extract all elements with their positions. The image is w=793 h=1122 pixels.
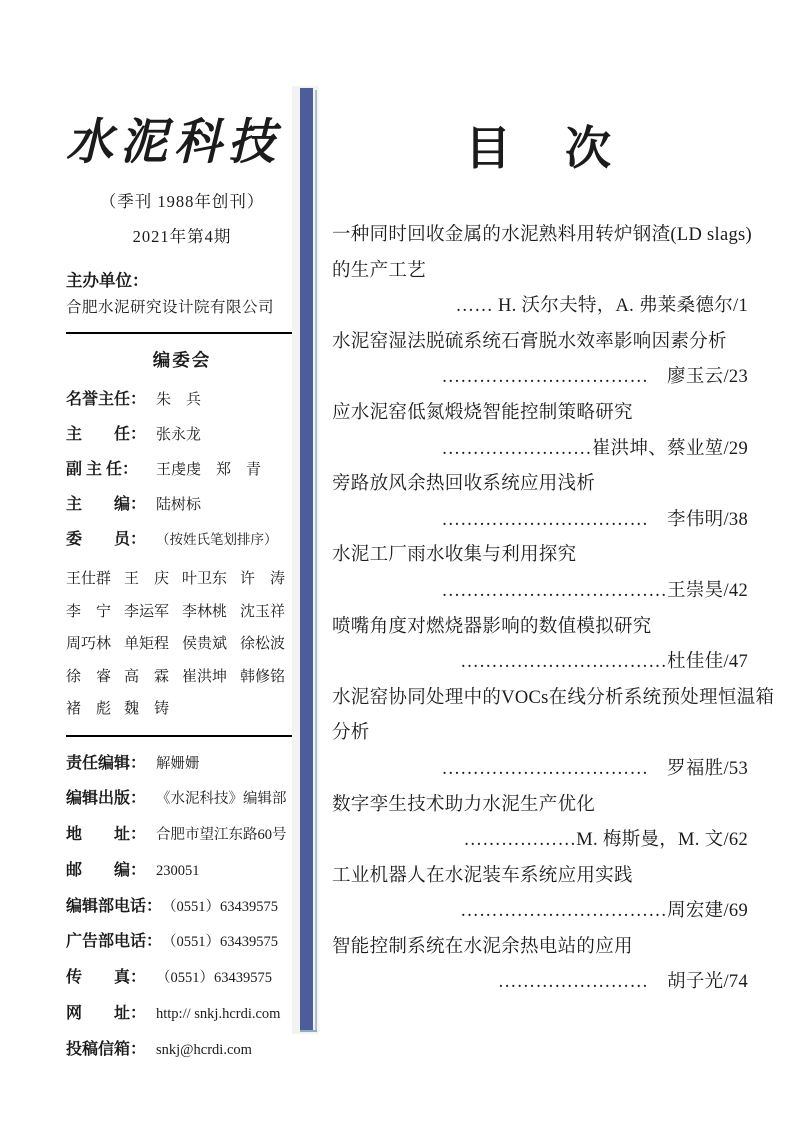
committee-members: [66, 563, 298, 726]
contents-entry: [332, 610, 748, 681]
committee-role-row: [66, 522, 298, 557]
article-title: 水泥窑协同处理中的VOCs在线分析系统预处理恒温箱 分析: [332, 687, 775, 744]
publishing-info: [66, 746, 298, 1068]
vertical-divider: [292, 86, 319, 1034]
publishing-label: 广告部电话：: [66, 933, 163, 951]
publishing-info-row: [66, 996, 298, 1032]
publishing-value: 解姗姗: [156, 755, 200, 772]
committee-role-row: [66, 487, 298, 522]
committee-member-name: 沈玉祥: [240, 603, 286, 620]
article-title: 应水泥窑低氮煅烧智能控制策略研究: [332, 402, 633, 423]
divider-rule-bottom: [66, 735, 298, 737]
article-author-page: ………………M. 梅斯曼，M. 文/62: [463, 830, 748, 851]
committee-member-name: 李林桃: [182, 603, 228, 620]
committee-role-row: [66, 452, 298, 487]
committee-member-name: 王 庆: [124, 571, 170, 587]
committee-member-name: 韩修铭: [240, 668, 286, 685]
committee-member-name: 许 涛: [240, 571, 286, 587]
contents-entry: [332, 218, 753, 325]
article-title: 工业机器人在水泥装车系统应用实践: [332, 865, 633, 886]
role-value: 朱 兵: [156, 392, 202, 408]
role-value: 张永龙: [156, 427, 202, 443]
article-title: 喷嘴角度对燃烧器影响的数值模拟研究: [332, 616, 652, 637]
contents-list: [332, 218, 775, 1001]
publishing-info-row: [66, 781, 298, 817]
publishing-info-row: [66, 1032, 298, 1068]
publishing-label: 网 址：: [66, 1005, 147, 1023]
publishing-value: 《水泥科技》编辑部: [156, 791, 287, 808]
committee-member-name: 王仕群: [66, 571, 112, 587]
role-value: （按姓氏笔划排序）: [156, 532, 278, 547]
committee-roles: [66, 382, 298, 557]
committee-member-name: 叶卫东: [182, 571, 228, 587]
committee-member-name: 魏 铸: [124, 701, 170, 717]
edition-note: （季刊 1988年创刊）: [99, 192, 265, 211]
committee-member-name: 李运军: [124, 603, 170, 620]
role-label: 主 任：: [66, 426, 147, 443]
publishing-label: 编辑出版：: [66, 790, 147, 808]
article-title: 智能控制系统在水泥余热电站的应用: [332, 936, 633, 957]
publishing-label: 责任编辑：: [66, 754, 147, 772]
publishing-value: （0551）63439575: [162, 898, 279, 915]
article-author-page: …………………………… 罗福胜/53: [441, 758, 748, 779]
publishing-value: 合肥市望江东路60号: [156, 827, 287, 844]
committee-role-row: [66, 382, 298, 417]
role-label: 副 主 任：: [66, 461, 139, 478]
publishing-label: 编辑部电话：: [66, 897, 163, 915]
article-author-page: ………………………………王崇昊/42: [441, 580, 748, 601]
publishing-info-row: [66, 924, 298, 960]
contents-entry: [332, 788, 748, 859]
contents-column: [332, 118, 775, 1001]
publishing-info-row: [66, 817, 298, 853]
article-author-page: …… H. 沃尔夫特，A. 弗莱桑德尔/1: [455, 296, 748, 317]
article-author-page: ……………………………周宏建/69: [460, 901, 748, 922]
article-author-page: …………………… 胡子光/74: [497, 972, 748, 993]
contents-entry: [332, 538, 748, 609]
divider-accent-line: [315, 90, 317, 1032]
committee-member-name: 周巧林: [66, 636, 112, 652]
publishing-value: （0551）63439575: [156, 970, 272, 987]
article-title: 水泥窑湿法脱硫系统石膏脱水效率影响因素分析: [332, 331, 727, 352]
publishing-info-row: [66, 960, 298, 996]
publishing-label: 地 址：: [66, 826, 147, 844]
sponsor-block: [66, 267, 298, 321]
article-author-page: …………………………… 李伟明/38: [441, 509, 748, 530]
publishing-info-row: [66, 853, 298, 889]
committee-member-name: 崔洪坤: [182, 668, 228, 685]
committee-member-name: 徐松波: [240, 636, 286, 652]
publishing-label: 投稿信箱：: [66, 1040, 147, 1058]
publishing-label: 传 真：: [66, 969, 147, 987]
role-label: 委 员：: [66, 531, 147, 548]
divider-blue-bar: [300, 88, 313, 1030]
committee-member-name: 徐 睿: [66, 668, 112, 685]
journal-title: 水泥科技: [66, 115, 282, 171]
publishing-value: snkj@hcrdi.com: [156, 1041, 252, 1058]
publishing-info-row: [66, 746, 298, 782]
article-title: 一种同时回收金属的水泥熟料用转炉钢渣(LD slags) 的生产工艺: [332, 225, 753, 281]
committee-member-name: 单矩程: [124, 636, 170, 652]
committee-member-name: 高 霖: [124, 668, 170, 685]
contents-entry: [332, 467, 748, 538]
article-author-page: …………………………… 廖玉云/23: [441, 367, 748, 388]
divider-rule-top: [66, 332, 298, 334]
publishing-info-row: [66, 889, 298, 925]
committee-heading: 编委会: [152, 350, 212, 370]
committee-member-name: 李 宁: [66, 603, 112, 620]
role-value: 陆树标: [156, 497, 202, 513]
publishing-value: 230051: [156, 862, 200, 879]
left-column: [66, 108, 298, 1068]
publishing-value: （0551）63439575: [162, 934, 279, 951]
committee-member-name: 侯贵斌: [182, 636, 228, 652]
contents-entry: [332, 681, 775, 788]
article-author-page: ……………………………杜佳佳/47: [460, 652, 748, 673]
contents-entry: [332, 325, 748, 396]
publishing-label: 邮 编：: [66, 861, 147, 879]
article-title: 水泥工厂雨水收集与利用探究: [332, 545, 577, 566]
role-label: 名誉主任：: [66, 391, 147, 408]
role-label: 主 编：: [66, 496, 147, 513]
publishing-value: http:// snkj.hcrdi.com: [156, 1006, 281, 1023]
role-value: 王虔虔 郑 青: [156, 462, 262, 478]
contents-entry: [332, 859, 748, 930]
contents-entry: [332, 930, 748, 1001]
sponsor-name: 合肥水泥研究设计院有限公司: [66, 299, 275, 316]
sponsor-label: 主办单位：: [66, 271, 149, 290]
committee-member-name: 褚 彪: [66, 701, 112, 717]
article-title: 数字孪生技术助力水泥生产优化: [332, 794, 596, 815]
contents-heading: 目 次: [465, 123, 615, 174]
committee-role-row: [66, 417, 298, 452]
contents-entry: [332, 396, 748, 467]
article-author-page: ……………………崔洪坤、蔡业堃/29: [441, 438, 748, 459]
issue-number: 2021年第4期: [132, 227, 232, 246]
divider-shadow-line: [300, 1030, 317, 1032]
article-title: 旁路放风余热回收系统应用浅析: [332, 474, 596, 495]
